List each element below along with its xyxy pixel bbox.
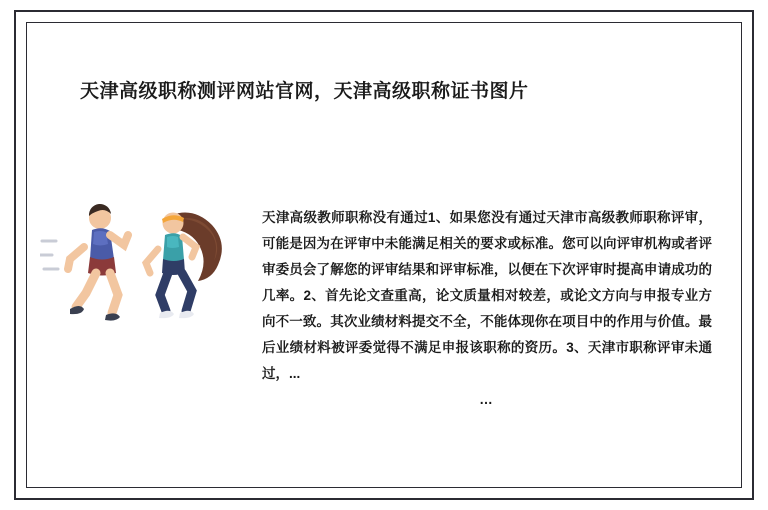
female-runner-figure xyxy=(146,213,222,319)
article-body-ellipsis: … xyxy=(479,392,495,407)
page-title: 天津高级职称测评网站官网，天津高级职称证书图片 xyxy=(80,81,529,102)
article-body xyxy=(262,205,712,413)
running-people-illustration xyxy=(40,185,250,355)
article-body-text: 天津高级教师职称没有通过1、如果您没有通过天津市高级教师职称评审，可能是因为在评审中未能满足相关的要求或标准。您可以向评审机构或者评审委员会了解您的评审结果和评审标准，以便在下次评审时提高申请成功的几率。2、首先论文查重高，论文质量相对较差，或论文方向与申报专业方向不一致。其次业绩材料提交不全，不能体现你在项目中的作用与价值。最后业绩材料被评委觉得不满足申报该职称的资历。3、天津市职称评审未通过，... xyxy=(262,210,712,381)
motion-lines-icon xyxy=(40,241,58,269)
male-runner-figure xyxy=(68,204,128,321)
